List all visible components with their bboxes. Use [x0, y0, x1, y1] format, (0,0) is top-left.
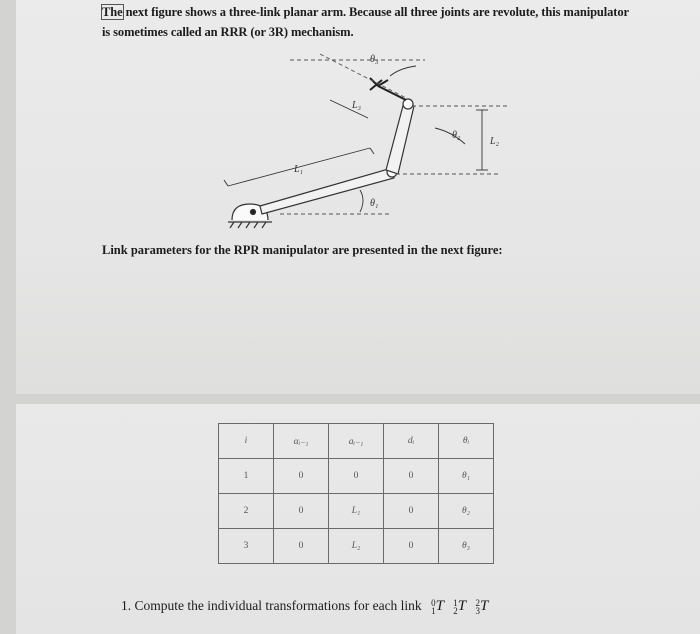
table-row	[219, 494, 494, 529]
table-cell: θ₁	[439, 459, 494, 494]
link-parameters-table	[218, 423, 494, 564]
table-header-cell: θᵢ	[439, 424, 494, 459]
transform-sup: 1	[453, 597, 458, 608]
transform-sub: 1	[431, 605, 436, 616]
question-1	[121, 598, 488, 615]
question-text: 1. Compute the individual transformations for each link	[121, 598, 422, 613]
transform-1-2	[453, 598, 466, 615]
link-2	[386, 102, 414, 174]
three-link-arm-figure	[220, 40, 520, 240]
angle-arcs	[360, 66, 465, 212]
link-params-caption: Link parameters for the RPR manipulator are presented in the next figure:	[102, 243, 503, 257]
table-cell: L₁	[329, 494, 384, 529]
label-l1: L₁	[294, 164, 304, 175]
transform-symbol: T	[457, 598, 467, 614]
table-cell: 1	[219, 459, 274, 494]
l2-dimension	[476, 110, 488, 170]
table-cell: L₂	[329, 529, 384, 564]
transform-sub: 2	[453, 605, 458, 616]
intro-line-1	[102, 2, 662, 22]
label-theta1: θ₁	[370, 198, 379, 209]
label-l2: L₂	[490, 136, 500, 147]
transform-symbol: T	[480, 598, 489, 614]
joint-3	[403, 99, 413, 109]
intro-line-2: is sometimes called an RRR (or 3R) mechanism.	[102, 25, 354, 39]
table-cell: 0	[384, 494, 439, 529]
table-header-cell: aᵢ₋₁	[329, 424, 384, 459]
table-row	[219, 459, 494, 494]
table-cell: 0	[274, 529, 329, 564]
text-cursor-selection: The	[102, 5, 123, 19]
intro-line-1-rest: next figure shows a three-link planar arm. Because all three joints are revolute, this manipulator	[122, 5, 629, 19]
intro-paragraph	[102, 2, 662, 42]
table-cell: 0	[329, 459, 384, 494]
table-header-cell: i	[219, 424, 274, 459]
link-3-gripper	[370, 78, 406, 100]
table-cell: 0	[384, 529, 439, 564]
table-cell: 0	[384, 459, 439, 494]
table-cell: θ₂	[439, 494, 494, 529]
transform-0-1	[431, 598, 444, 615]
table-cell: 2	[219, 494, 274, 529]
transform-2-3	[476, 598, 489, 615]
transform-sub: 3	[475, 605, 480, 616]
table-header-row	[219, 424, 494, 459]
l3-dimension	[330, 100, 368, 118]
label-theta2: θ₂	[452, 130, 461, 141]
table-cell: 0	[274, 494, 329, 529]
label-l3: L₃	[352, 100, 362, 111]
transform-sup: 2	[475, 597, 480, 608]
transform-symbol: T	[435, 598, 444, 614]
table-cell: θ₃	[439, 529, 494, 564]
table-cell: 0	[274, 459, 329, 494]
table-header-cell: αᵢ₋₁	[274, 424, 329, 459]
table-cell: 3	[219, 529, 274, 564]
table-row	[219, 529, 494, 564]
label-theta3: θ₃	[370, 54, 379, 65]
table-header-cell: dᵢ	[384, 424, 439, 459]
transform-sup: 0	[431, 597, 436, 608]
